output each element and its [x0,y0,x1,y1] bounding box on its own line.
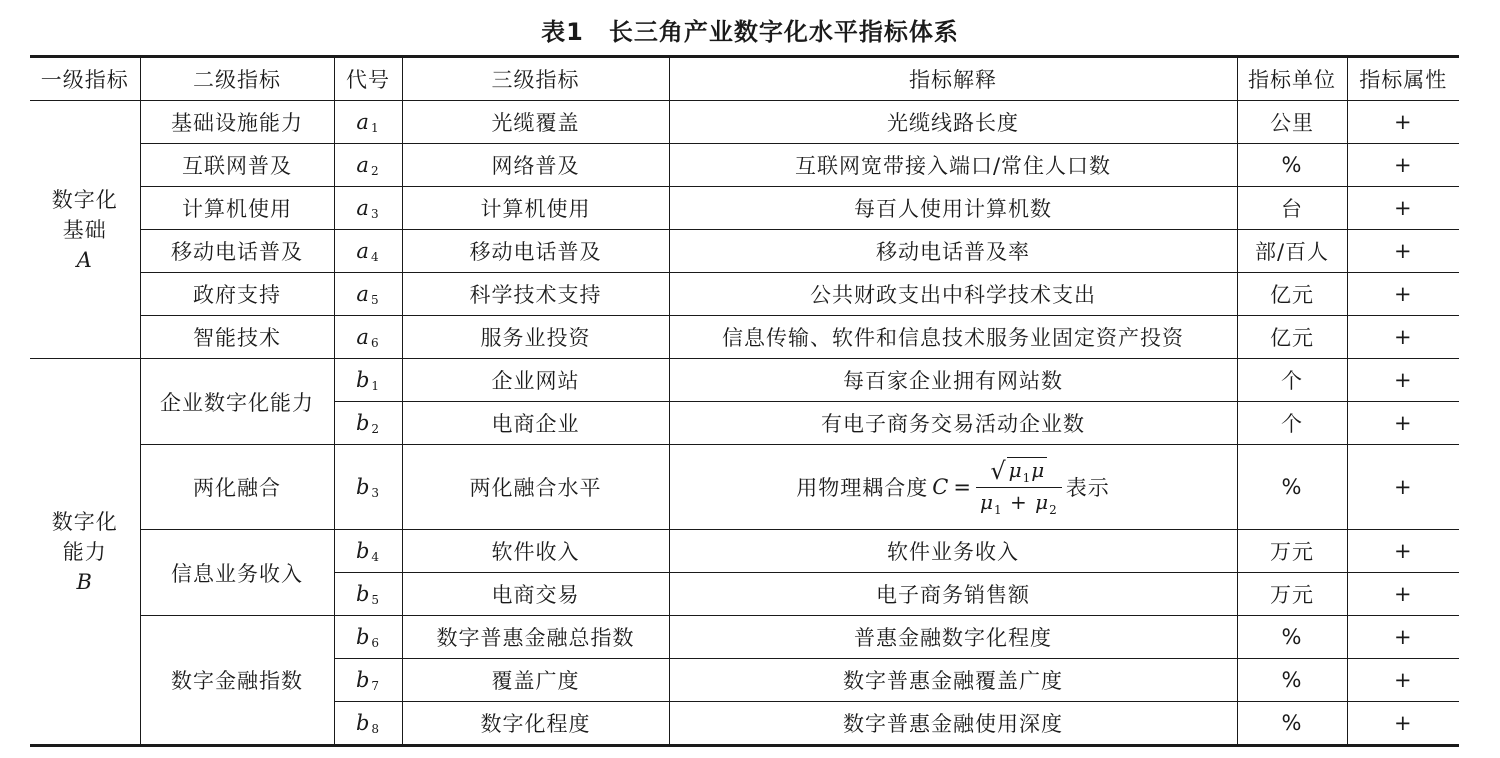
code-letter: b [355,367,371,392]
explain-cell: 信息传输、软件和信息技术服务业固定资产投资 [669,316,1237,359]
explain-cell: 普惠金融数字化程度 [669,616,1237,659]
attr-cell: + [1347,573,1459,616]
table-row [30,144,1459,187]
explain-cell: 移动电话普及率 [669,230,1237,273]
code-letter: b [355,410,371,435]
explain-cell: 有电子商务交易活动企业数 [669,402,1237,445]
group-letter: B [76,569,93,594]
unit-cell: % [1237,445,1347,530]
attr-cell: + [1347,144,1459,187]
level3-cell: 电商交易 [402,573,669,616]
unit-cell: % [1237,616,1347,659]
code-letter: b [355,538,371,563]
code-cell [334,445,402,530]
code-sub: 4 [370,249,380,264]
level2-cell: 移动电话普及 [140,230,334,273]
code-cell [334,316,402,359]
attr-cell: + [1347,402,1459,445]
explain-cell: 电子商务销售额 [669,573,1237,616]
level3-cell: 科学技术支持 [402,273,669,316]
indicator-table [30,55,1459,747]
mu-symbol: μ [1008,458,1023,482]
unit-cell: 亿元 [1237,273,1347,316]
attr-cell: + [1347,273,1459,316]
code-letter: b [355,581,371,606]
plus-sign: + [1002,490,1036,514]
code-sub: 3 [370,206,380,221]
table-row [30,530,1459,573]
code-sub: 6 [371,635,381,650]
level3-cell: 服务业投资 [402,316,669,359]
code-letter: a [356,281,370,306]
col-header-code: 代号 [334,57,402,101]
level2-cell: 互联网普及 [140,144,334,187]
code-cell [334,187,402,230]
coupling-formula [796,457,1109,517]
unit-cell: 台 [1237,187,1347,230]
code-sub: 2 [371,421,381,436]
code-letter: b [355,667,371,692]
explain-cell: 数字普惠金融使用深度 [669,702,1237,746]
level2-cell: 数字金融指数 [140,616,334,746]
col-header-unit: 指标单位 [1237,57,1347,101]
unit-cell: % [1237,659,1347,702]
col-header-level1: 一级指标 [30,57,140,101]
unit-cell: % [1237,144,1347,187]
group-letter: A [76,247,93,272]
unit-cell: 亿元 [1237,316,1347,359]
group-cell-a [30,101,140,359]
formula-variable: C [932,475,950,499]
mu-symbol: μ [1031,458,1046,482]
code-letter: a [356,324,370,349]
level2-cell: 基础设施能力 [140,101,334,144]
code-sub: 2 [370,163,380,178]
level3-cell: 软件收入 [402,530,669,573]
explain-cell-formula [669,445,1237,530]
table-row [30,445,1459,530]
code-sub: 1 [371,378,381,393]
attr-cell: + [1347,530,1459,573]
unit-cell: 部/百人 [1237,230,1347,273]
attr-cell: + [1347,359,1459,402]
code-cell [334,144,402,187]
mu-symbol: μ [1035,490,1050,514]
group-cell-b [30,359,140,746]
code-cell [334,359,402,402]
code-cell [334,659,402,702]
attr-cell: + [1347,187,1459,230]
level2-cell: 企业数字化能力 [140,359,334,445]
table-row [30,359,1459,402]
code-letter: b [355,474,371,499]
header-row [30,57,1459,101]
attr-cell: + [1347,101,1459,144]
attr-cell: + [1347,445,1459,530]
formula-suffix: 表示 [1065,476,1110,500]
explain-cell: 光缆线路长度 [669,101,1237,144]
level3-cell: 数字普惠金融总指数 [402,616,669,659]
unit-cell: 公里 [1237,101,1347,144]
code-cell [334,616,402,659]
level3-cell: 电商企业 [402,402,669,445]
mu-sub: 2 [1049,503,1058,517]
formula-denominator [976,487,1062,517]
level3-cell: 移动电话普及 [402,230,669,273]
col-header-level2: 二级指标 [140,57,334,101]
level2-cell: 政府支持 [140,273,334,316]
level2-cell: 智能技术 [140,316,334,359]
level2-cell: 信息业务收入 [140,530,334,616]
attr-cell: + [1347,230,1459,273]
code-letter: a [356,195,370,220]
col-header-level3: 三级指标 [402,57,669,101]
code-cell [334,702,402,746]
formula-radicand [1007,457,1048,485]
code-letter: a [356,109,370,134]
code-cell [334,230,402,273]
table-row [30,616,1459,659]
unit-cell: 个 [1237,359,1347,402]
level2-cell: 计算机使用 [140,187,334,230]
explain-cell: 每百家企业拥有网站数 [669,359,1237,402]
level3-cell: 企业网站 [402,359,669,402]
group-label-line1: 数字化 [51,187,118,212]
level3-cell: 数字化程度 [402,702,669,746]
explain-cell: 数字普惠金融覆盖广度 [669,659,1237,702]
level3-cell: 网络普及 [402,144,669,187]
level3-cell: 计算机使用 [402,187,669,230]
code-cell [334,402,402,445]
table-row [30,230,1459,273]
attr-cell: + [1347,659,1459,702]
explain-cell: 公共财政支出中科学技术支出 [669,273,1237,316]
mu-symbol: μ [979,490,994,514]
level3-cell: 光缆覆盖 [402,101,669,144]
code-cell [334,273,402,316]
code-cell [334,530,402,573]
code-sub: 3 [371,485,381,500]
code-cell [334,101,402,144]
code-letter: a [356,238,370,263]
explain-cell: 软件业务收入 [669,530,1237,573]
code-sub: 5 [371,592,381,607]
code-sub: 1 [370,120,380,135]
group-label-line1: 数字化 [51,509,118,534]
code-sub: 5 [370,292,380,307]
code-letter: b [355,624,371,649]
unit-cell: 万元 [1237,573,1347,616]
level3-cell: 覆盖广度 [402,659,669,702]
formula-fraction [976,457,1062,517]
code-sub: 4 [371,549,381,564]
mu-sub: 1 [1022,471,1032,485]
code-sub: 6 [370,335,380,350]
sqrt-icon: √ [990,457,1007,485]
col-header-attr: 指标属性 [1347,57,1459,101]
code-sub: 7 [371,678,381,693]
mu-sub: 1 [993,503,1003,517]
level2-cell: 两化融合 [140,445,334,530]
attr-cell: + [1347,316,1459,359]
table-row [30,101,1459,144]
code-sub: 8 [371,721,381,736]
unit-cell: 万元 [1237,530,1347,573]
formula-equals: = [953,475,972,499]
unit-cell: % [1237,702,1347,746]
unit-cell: 个 [1237,402,1347,445]
code-cell [334,573,402,616]
attr-cell: + [1347,616,1459,659]
table-title: 表1 长三角产业数字化水平指标体系 [541,18,959,46]
explain-cell: 每百人使用计算机数 [669,187,1237,230]
table-row [30,316,1459,359]
table-row [30,187,1459,230]
formula-prefix: 用物理耦合度 [796,476,929,500]
group-label-line2: 基础 [62,217,107,242]
formula-numerator [986,457,1051,487]
col-header-explain: 指标解释 [669,57,1237,101]
table-row [30,273,1459,316]
level3-cell: 两化融合水平 [402,445,669,530]
code-letter: b [355,710,371,735]
group-label-line2: 能力 [62,539,107,564]
attr-cell: + [1347,702,1459,746]
code-letter: a [356,152,370,177]
explain-cell: 互联网宽带接入端口/常住人口数 [669,144,1237,187]
